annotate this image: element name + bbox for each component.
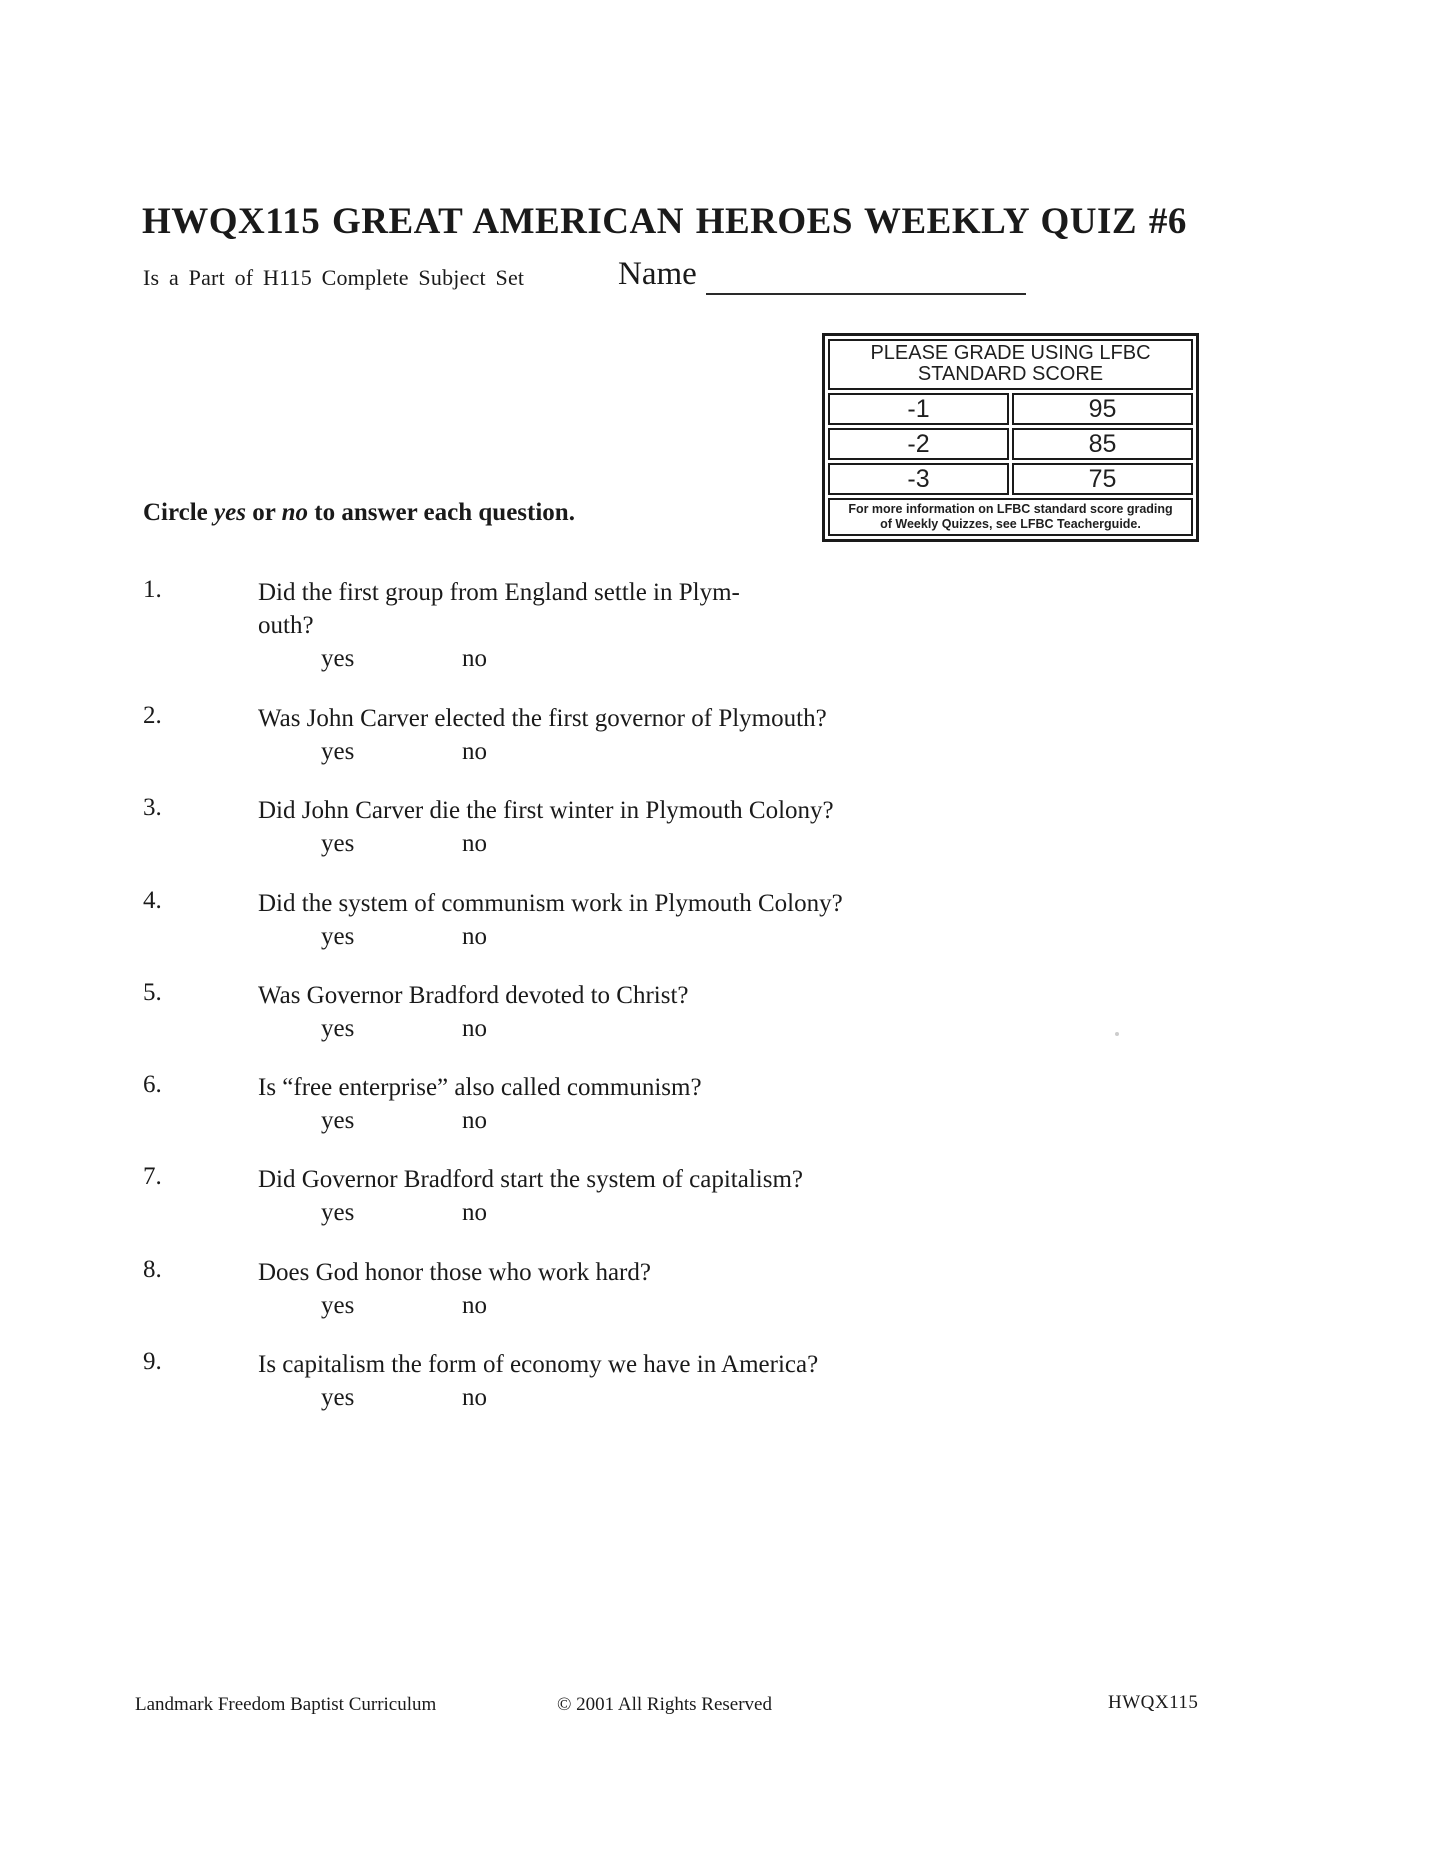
- no-option[interactable]: no: [462, 1107, 487, 1134]
- question-text: Was John Carver elected the first governor of Plymouth?: [258, 705, 827, 732]
- yes-option[interactable]: yes: [321, 830, 355, 857]
- score-cell: 95: [1012, 393, 1193, 425]
- question-text: Did Governor Bradford start the system of capitalism?: [258, 1166, 803, 1193]
- score-table-note: [828, 498, 1193, 536]
- yes-option[interactable]: yes: [321, 645, 355, 672]
- question-number: 4.: [143, 887, 162, 914]
- no-option[interactable]: no: [462, 738, 487, 765]
- question-number: 7.: [143, 1163, 162, 1190]
- question-text: Does God honor those who work hard?: [258, 1259, 651, 1286]
- question-number: 8.: [143, 1256, 162, 1283]
- score-table-header-line1: PLEASE GRADE USING LFBC: [870, 342, 1151, 364]
- no-option[interactable]: no: [462, 923, 487, 950]
- deduction-cell: -2: [828, 428, 1009, 460]
- score-table-header: [828, 339, 1193, 390]
- yes-option[interactable]: yes: [321, 1107, 355, 1134]
- instruction-text: Circle: [143, 499, 215, 526]
- subtitle: Is a Part of H115 Complete Subject Set: [143, 265, 525, 290]
- scan-artifact-dot: [1115, 1032, 1119, 1036]
- name-label: Name: [618, 256, 697, 292]
- score-cell: 75: [1012, 463, 1193, 495]
- score-table-header-line2: STANDARD SCORE: [917, 363, 1104, 385]
- question-text: Did John Carver die the first winter in Plymouth Colony?: [258, 797, 834, 824]
- yes-option[interactable]: yes: [321, 1015, 355, 1042]
- footer-document-code: HWQX115: [1108, 1692, 1199, 1713]
- question-number: 3.: [143, 794, 162, 821]
- instruction-text: or: [245, 499, 282, 526]
- no-option[interactable]: no: [462, 1384, 487, 1411]
- score-table-note-line1: For more information on LFBC standard score grading: [848, 502, 1173, 516]
- page-title: HWQX115 GREAT AMERICAN HEROES WEEKLY QUIZ #6: [142, 201, 1187, 242]
- instruction-line: [143, 499, 575, 527]
- instruction-text: to answer each question.: [308, 499, 575, 526]
- instruction-yes-word: yes: [214, 499, 246, 526]
- question-text-line: outh?: [258, 612, 314, 639]
- yes-option[interactable]: yes: [321, 1292, 355, 1319]
- score-table: [822, 333, 1199, 542]
- no-option[interactable]: no: [462, 645, 487, 672]
- yes-option[interactable]: yes: [321, 923, 355, 950]
- table-row: [828, 463, 1193, 495]
- score-table-note-line2: of Weekly Quizzes, see LFBC Teacherguide.: [880, 516, 1141, 531]
- no-option[interactable]: no: [462, 1015, 487, 1042]
- table-row: [828, 428, 1193, 460]
- name-blank-line[interactable]: [706, 293, 1026, 295]
- no-option[interactable]: no: [462, 830, 487, 857]
- question-number: 6.: [143, 1071, 162, 1098]
- instruction-no-word: no: [281, 499, 309, 526]
- question-text: Is capitalism the form of economy we have in America?: [258, 1351, 819, 1378]
- no-option[interactable]: no: [462, 1199, 487, 1226]
- question-text: [258, 576, 740, 642]
- question-number: 2.: [143, 702, 162, 729]
- question-number: 5.: [143, 979, 162, 1006]
- footer-copyright: © 2001 All Rights Reserved: [557, 1694, 772, 1715]
- question-text-line: Did the first group from England settle in Plym-: [258, 579, 740, 606]
- no-option[interactable]: no: [462, 1292, 487, 1319]
- yes-option[interactable]: yes: [321, 1384, 355, 1411]
- deduction-cell: -3: [828, 463, 1009, 495]
- question-number: 1.: [143, 576, 162, 603]
- question-text: Was Governor Bradford devoted to Christ?: [258, 982, 689, 1009]
- score-cell: 85: [1012, 428, 1193, 460]
- deduction-cell: -1: [828, 393, 1009, 425]
- yes-option[interactable]: yes: [321, 738, 355, 765]
- question-text: Is “free enterprise” also called communism?: [258, 1074, 702, 1101]
- yes-option[interactable]: yes: [321, 1199, 355, 1226]
- question-number: 9.: [143, 1348, 162, 1375]
- table-row: [828, 393, 1193, 425]
- question-text: Did the system of communism work in Plymouth Colony?: [258, 890, 843, 917]
- footer-publisher: Landmark Freedom Baptist Curriculum: [135, 1694, 437, 1715]
